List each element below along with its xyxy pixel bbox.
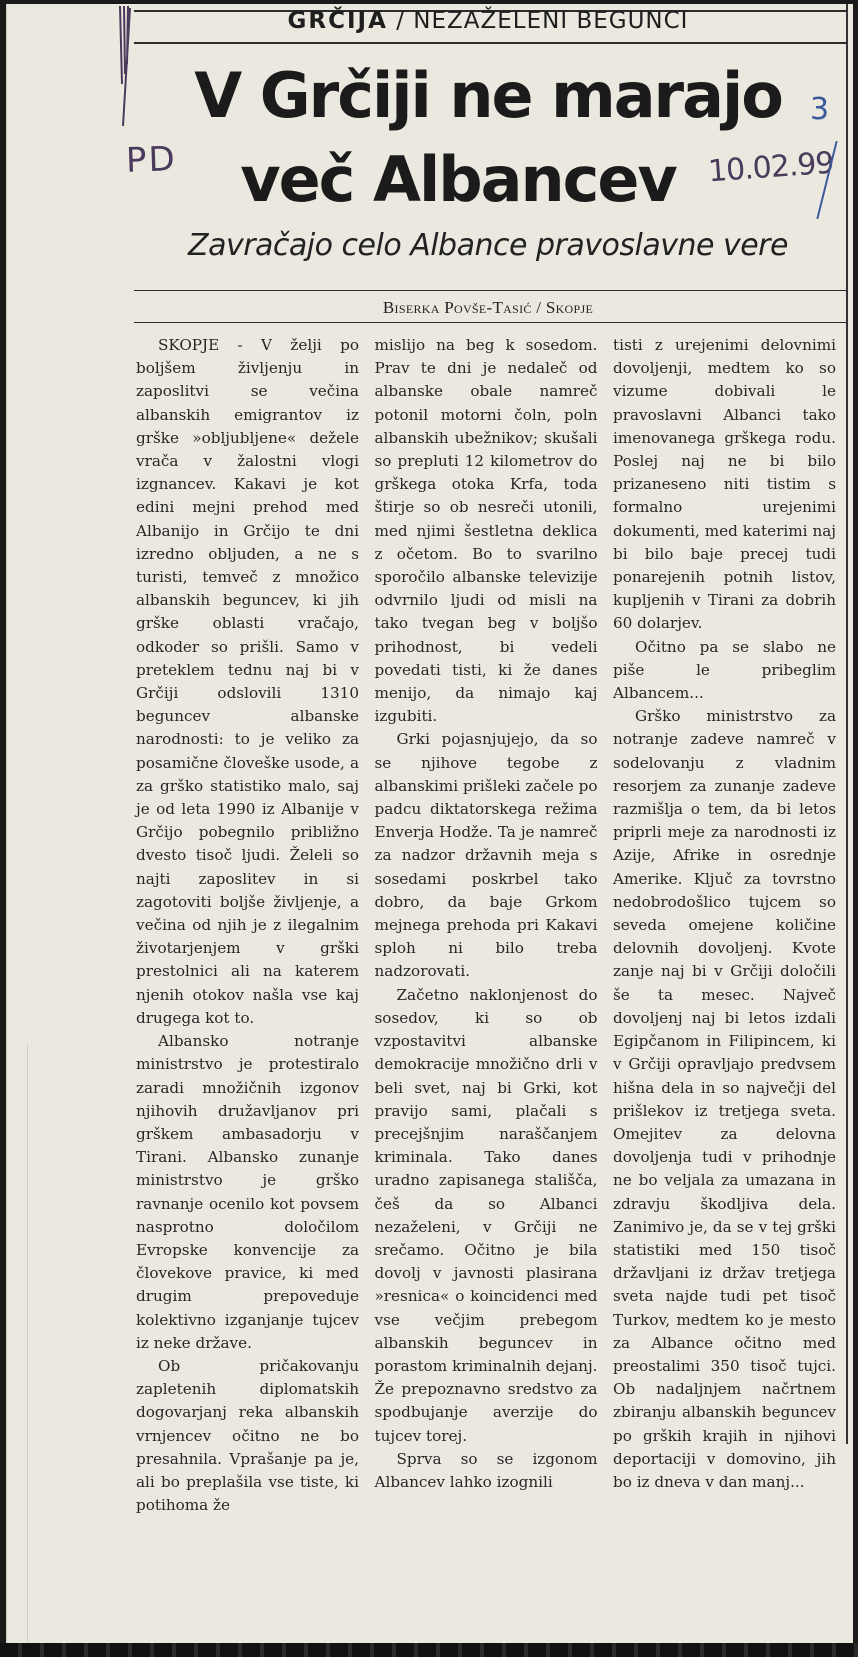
byline: Biserka Povše-Tasić / Skopje — [382, 298, 594, 317]
column-3 — [613, 334, 836, 1517]
scan-bottom-edge — [0, 1643, 858, 1657]
paragraph: Grki pojasnjujejo, da so se njihove tegobe z albanskimi prišleki začele po padcu diktatorskega režima Enverja Hodže. Ta je namreč za nadzor državnih meja s sosedami poskrbel tako dobro, da baje Grkom mejnega prehoda pri Kakavi sploh ni bilo treba nadzorovati. — [374, 730, 598, 981]
column-2 — [375, 334, 598, 1517]
headline-line-2: več Albancev — [240, 143, 676, 216]
paragraph: Albansko notranje ministrstvo je protestiralo zaradi množičnih izgonov njihovih družavljanov pri grškem ambasadorju v Tirani. Albansko zunanje ministrstvo je grško ravnanje ocenilo kot povsem nasprotno določilom Evropske konvencije za človekove pravice, ki med drugim prepoveduje kolektivno izganjanje tujcev iz neke države. — [136, 1032, 359, 1352]
headline — [130, 54, 846, 222]
paragraph: Začetno naklonjenost do sosedov, ki so ob vzpostavitvi albanske demokracije množično drli v beli svet, naj bi Grki, kot pravijo sami, plačali s precejšnjim naraščanjem kriminala. Tako danes uradno zapisanega stališča, češ da so Albanci nezaželeni, v Grčiji ne srečamo. Očitno je bila dovolj v javnosti plasirana »resnica« o koincidenci med vse večjim prebegom albanskih beguncev in porastom kriminalnih dejanj. Že prepoznavno sredstvo za spodbujanje averzije do tujcev torej. — [374, 985, 598, 1445]
kicker-rule — [134, 42, 846, 44]
right-margin-rule — [846, 4, 848, 1444]
article-body — [136, 334, 836, 1517]
paragraph: Grško ministrstvo za notranje zadeve namreč v sodelovanju z vladnim resorjem za zunanje zadeve razmišlja o tem, da bi letos priprli meje za narodnosti iz Azije, Afrike in osrednje Amerike. Ključ za tovrstno nedobrodošlico tujcem so seveda omejene količine delovnih dovoljenj. Kvote zanje naj bi v Grčiji določili še ta mesec. Največ dovoljenj naj bi letos izdali Egipčanom in Filipincem, ki v Grčiji opravljajo predvsem hišna dela in so največji del prišlekov iz tretjega sveta. Omejitev za delovna dovoljenja tudi v prihodnje ne bo veljala za umazana in zdravju škodljiva dela. Zanimivo je, da se v tej grški statistiki med 150 tisoč državljani iz držav tretjega sveta najde tudi pet tisoč Turkov, medtem ko je mesto za Albance očitno med preostalimi 350 tisoč tujci. Ob nadaljnjem načrtnem zbiranju albanskih beguncev po grških krajih in njihovi deportaciji v domovino, jih bo iz dneva v dan manj... — [613, 707, 836, 1491]
paragraph: Ob pričakovanju zapletenih diplomatskih dogovarjanj reka albanskih vrnjencev očitno ne bo presahnila. Vprašanje pa je, ali bo preplašila vse tiste, ki potihoma že — [136, 1356, 359, 1515]
handwritten-date: 10.02.99 — [706, 145, 835, 190]
kicker-topic: / NEZAŽELENI BEGUNCI — [387, 8, 689, 34]
kicker-section: GRČIJA — [287, 8, 388, 34]
handwritten-initials: PD — [125, 139, 178, 181]
paragraph: mislijo na beg k sosedom. Prav te dni je nedaleč od albanske obale namreč potonil motorni čoln, poln albanskih ubežnikov; skušali so prepluti 12 kilometrov do grškega otoka Krfa, toda štirje so ob nesreči utonili, med njimi šestletna deklica z očetom. Bo to svarilno sporočilo albanske televizije odvrnilo ljudi od misli na tako tvegan beg v boljšo prihodnost, bi vedeli povedati tisti, ki že danes menijo, da nimajo kaj izgubiti. — [374, 336, 598, 726]
paragraph: Sprva so se izgonom Albancev lahko izognili — [374, 1449, 598, 1491]
column-1 — [136, 334, 359, 1517]
headline-line-1: V Grčiji ne marajo — [194, 59, 782, 132]
subheadline: Zavračajo celo Albance pravoslavne vere — [188, 228, 788, 263]
paragraph: Očitno pa se slabo ne piše le pribeglim Albancem... — [613, 637, 836, 703]
paragraph: SKOPJE - V želji po boljšem življenju in zaposlitvi se večina albanskih emigrantov iz grške »obljubljene« dežele vrača v žalostni vlogi izgnancev. Kakavi je kot edini mejni prehod med Albanijo in Grčijo te dni izredno obljuden, a ne s turisti, temveč z množico albanskih beguncev, ki jih grške oblasti vračajo, odkoder so prišli. Samo v preteklem tednu naj bi v Grčiji odslovili 1310 beguncev albanske narodnosti: to je veliko za posamične človeške usode, a za grško statistiko malo, saj je od leta 1990 iz Albanije v Grčijo pobegnilo približno dvesto tisoč ljudi. Želeli so najti zaposlitev in si zagotoviti boljše življenje, a večina od njih je z ilegalnim životarjenjem v grški prestolnici ali na katerem njenih otokov našla vse kaj drugega kot to. — [136, 336, 359, 1027]
paragraph: tisti z urejenimi delovnimi dovoljenji, medtem ko so vizume dobivali le pravoslavni Albanci tako imenovanega grškega rodu. Poslej naj ne bi bilo prizaneseno niti tistim s formalno urejenimi dokumenti, med katerimi naj bi bilo baje precej tudi ponarejenih potnih listov, kupljenih v Tirani za dobrih 60 dolarjev. — [613, 336, 836, 633]
subhead-rule — [134, 290, 846, 291]
handwritten-page-number: 3 — [810, 92, 830, 127]
handwritten-pen-mark-icon — [118, 4, 132, 128]
section-kicker — [130, 8, 846, 34]
paper-edge-line — [27, 1044, 28, 1644]
byline-rule — [134, 322, 846, 323]
